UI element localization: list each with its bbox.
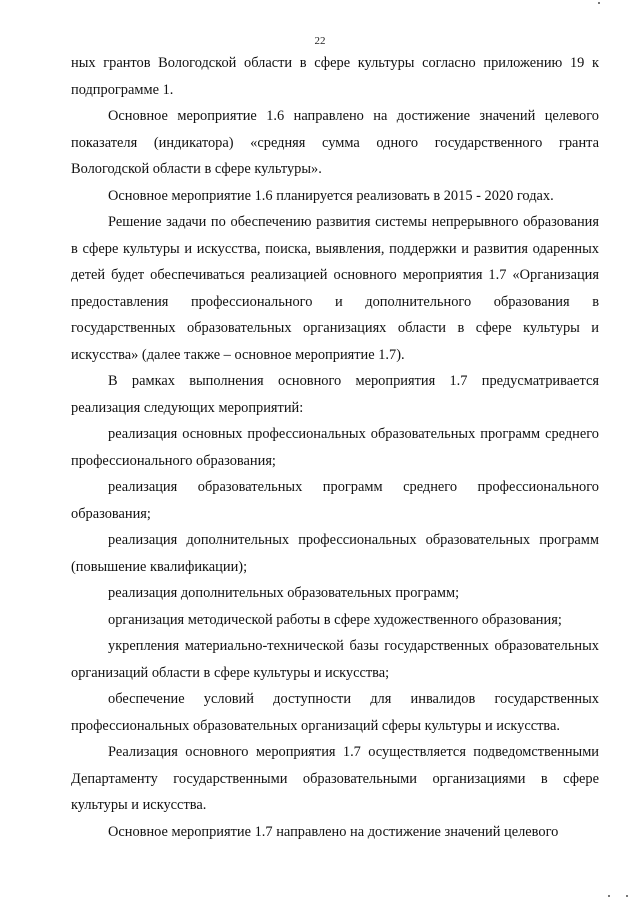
list-item: организация методической работы в сфере художественного образования;: [108, 611, 562, 628]
scan-artifact: [598, 2, 600, 4]
document-body: [71, 50, 599, 845]
scan-artifact: [626, 895, 628, 897]
paragraph: В рамках выполнения основного мероприятия 1.7 предусматривается реализация следующих мероприятий:: [71, 373, 599, 416]
list-item: реализация дополнительных профессиональных образовательных программ (повышение квалификации);: [71, 532, 599, 575]
list-item: реализация дополнительных образовательных программ;: [108, 585, 460, 601]
paragraph: Основное мероприятие 1.6 планируется реализовать в 2015 - 2020 годах.: [108, 187, 554, 204]
paragraph: Реализация основного мероприятия 1.7 осуществляется подведомственными Департаменту государственными образовательными организациями в сфере культуры и искусства.: [71, 744, 599, 813]
list-item: реализация основных профессиональных образовательных программ среднего профессионального образования;: [71, 426, 599, 469]
list-item: укрепления материально-технической базы государственных образовательных организаций области в сфере культуры и искусства;: [71, 638, 599, 681]
page-number: 22: [314, 35, 326, 47]
scan-artifact: [608, 895, 610, 897]
paragraph: Основное мероприятие 1.7 направлено на достижение значений целевого: [108, 823, 559, 840]
list-item: реализация образовательных программ среднего профессионального образования;: [71, 479, 599, 522]
paragraph: Основное мероприятие 1.6 направлено на достижение значений целевого показателя (индикатора) «средняя сумма одного государственного гранта Вологодской области в сфере культуры».: [71, 108, 599, 177]
paragraph-continuation: ных грантов Вологодской области в сфере культуры согласно приложению 19 к подпрограмме 1.: [71, 55, 599, 98]
paragraph: Решение задачи по обеспечению развития системы непрерывного образования в сфере культуры и искусства, поиска, выявления, поддержки и развития одаренных детей будет обеспечиваться реализацией основного мероприятия 1.7 «Организация предоставления профессионального и дополнительного образования в государственных образовательных организациях области в сфере культуры и искусства» (далее также – основное мероприятие 1.7).: [71, 214, 599, 363]
list-item: обеспечение условий доступности для инвалидов государственных профессиональных образовательных организаций сферы культуры и искусства.: [71, 691, 599, 734]
